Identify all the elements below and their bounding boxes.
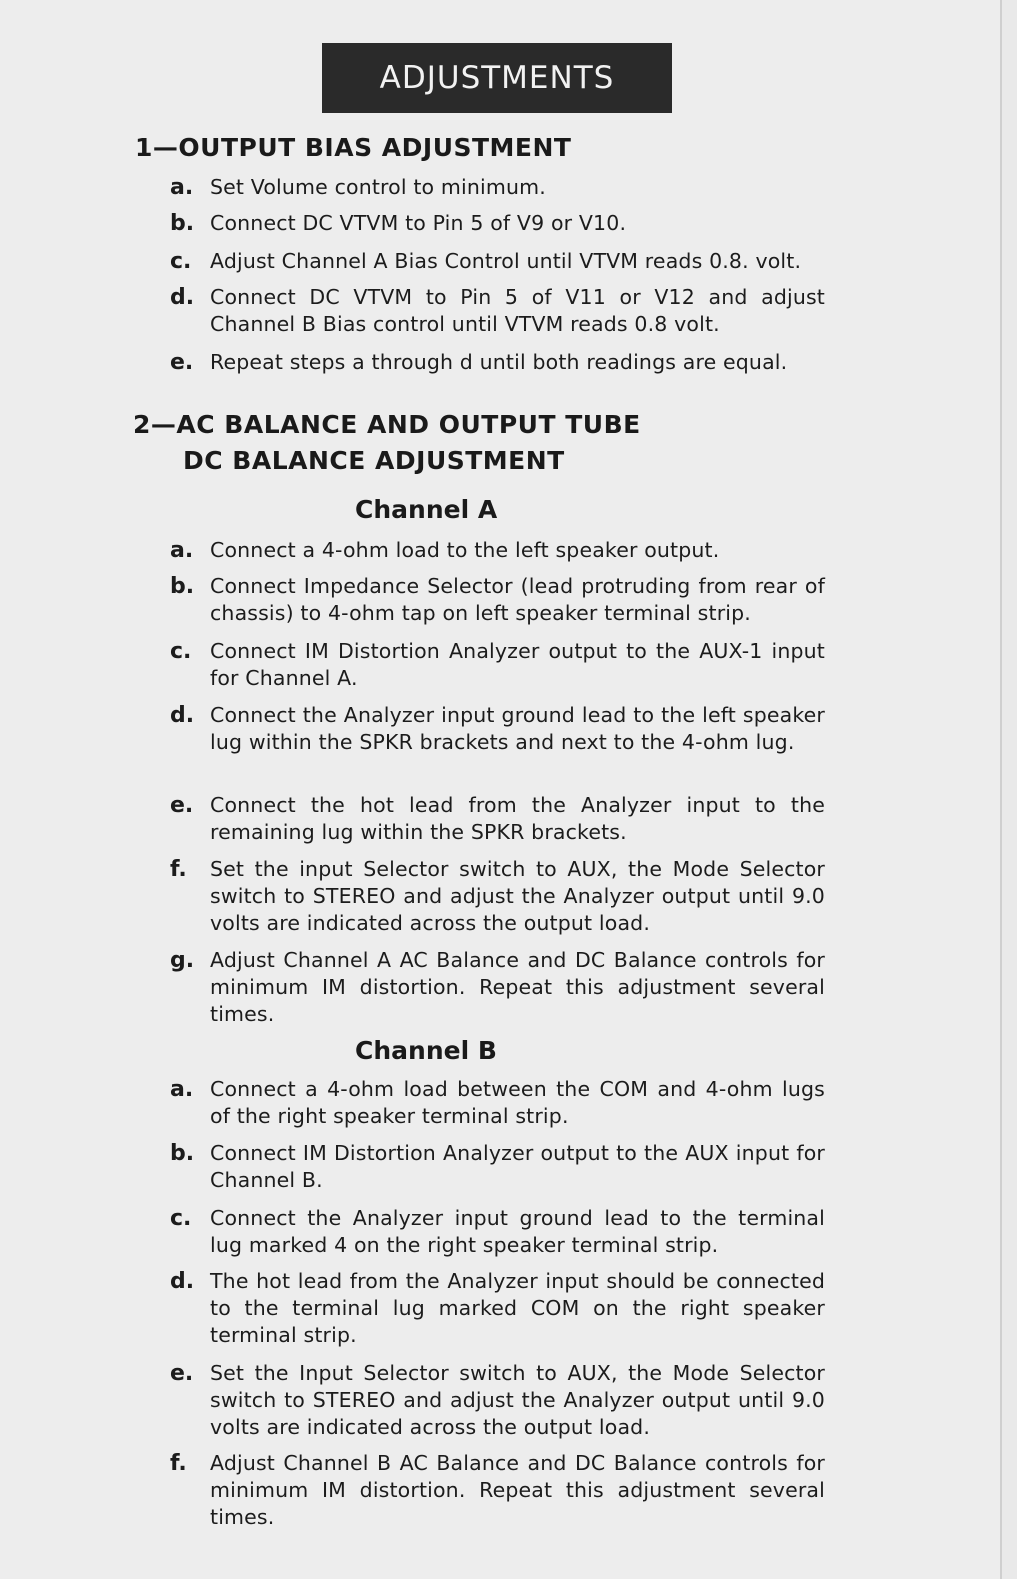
step-letter: b. (170, 574, 195, 599)
channel-a-step-b (170, 573, 825, 627)
step-letter: e. (170, 793, 194, 818)
channel-a-step-a (170, 537, 825, 564)
page-title-banner (322, 43, 672, 113)
section-1-step-c (170, 248, 825, 275)
step-text: Repeat steps a through d until both readings are equal. (210, 350, 788, 374)
section-2-heading-line-2: DC BALANCE ADJUSTMENT (183, 446, 565, 475)
step-letter: d. (170, 1269, 195, 1294)
step-letter: c. (170, 1206, 192, 1231)
step-letter: f. (170, 1451, 187, 1476)
channel-b-step-c (170, 1205, 825, 1259)
step-letter: g. (170, 948, 195, 973)
page-title: ADJUSTMENTS (379, 60, 615, 96)
step-text: Adjust Channel A AC Balance and DC Balance controls for minimum IM distortion. Repeat this adjustment several times. (210, 948, 825, 1026)
channel-b-step-b (170, 1140, 825, 1194)
step-text: Set the input Selector switch to AUX, the Mode Selector switch to STEREO and adjust the Analyzer output until 9.0 volts are indicated across the output load. (210, 857, 825, 935)
step-text: Set the Input Selector switch to AUX, the Mode Selector switch to STEREO and adjust the Analyzer output until 9.0 volts are indicated across the output load. (210, 1361, 825, 1439)
step-text: Connect the Analyzer input ground lead to the terminal lug marked 4 on the right speaker terminal strip. (210, 1206, 825, 1257)
step-text: Connect the hot lead from the Analyzer input to the remaining lug within the SPKR brackets. (210, 793, 825, 844)
step-letter: a. (170, 1077, 194, 1102)
step-letter: a. (170, 538, 194, 563)
step-letter: d. (170, 703, 195, 728)
step-text: Connect a 4-ohm load between the COM and 4-ohm lugs of the right speaker terminal strip. (210, 1077, 825, 1128)
step-text: The hot lead from the Analyzer input should be connected to the terminal lug marked COM on the right speaker terminal strip. (210, 1269, 825, 1347)
channel-a-step-c (170, 638, 825, 692)
step-text: Set Volume control to minimum. (210, 175, 546, 199)
step-letter: e. (170, 350, 194, 375)
channel-a-step-d (170, 702, 825, 756)
step-text: Adjust Channel B AC Balance and DC Balance controls for minimum IM distortion. Repeat this adjustment several times. (210, 1451, 825, 1529)
step-text: Adjust Channel A Bias Control until VTVM reads 0.8. volt. (210, 249, 802, 273)
step-text: Connect a 4-ohm load to the left speaker output. (210, 538, 720, 562)
channel-b-heading: Channel B (355, 1036, 497, 1065)
step-text: Connect DC VTVM to Pin 5 of V9 or V10. (210, 211, 627, 235)
step-text: Connect IM Distortion Analyzer output to the AUX-1 input for Channel A. (210, 639, 825, 690)
step-letter: d. (170, 285, 195, 310)
channel-b-step-f (170, 1450, 825, 1531)
section-1-step-e (170, 349, 825, 376)
channel-b-step-d (170, 1268, 825, 1349)
step-letter: f. (170, 857, 187, 882)
channel-a-step-f (170, 856, 825, 937)
step-letter: c. (170, 639, 192, 664)
channel-a-step-e (170, 792, 825, 846)
step-letter: b. (170, 1141, 195, 1166)
section-1-step-a (170, 174, 825, 201)
step-text: Connect the Analyzer input ground lead to the left speaker lug within the SPKR brackets and next to the 4-ohm lug. (210, 703, 825, 754)
step-text: Connect IM Distortion Analyzer output to the AUX input for Channel B. (210, 1141, 825, 1192)
section-1-step-b (170, 210, 825, 237)
step-letter: b. (170, 211, 195, 236)
channel-a-heading: Channel A (355, 495, 498, 524)
channel-b-step-e (170, 1360, 825, 1441)
channel-a-step-g (170, 947, 825, 1028)
step-letter: e. (170, 1361, 194, 1386)
section-1-heading: 1—OUTPUT BIAS ADJUSTMENT (135, 133, 572, 162)
step-letter: c. (170, 249, 192, 274)
section-2-heading-line-1: 2—AC BALANCE AND OUTPUT TUBE (133, 410, 641, 439)
step-letter: a. (170, 175, 194, 200)
section-1-step-d (170, 284, 825, 338)
step-text: Connect Impedance Selector (lead protruding from rear of chassis) to 4-ohm tap on left speaker terminal strip. (210, 574, 825, 625)
step-text: Connect DC VTVM to Pin 5 of V11 or V12 and adjust Channel B Bias control until VTVM reads 0.8 volt. (210, 285, 825, 336)
channel-b-step-a (170, 1076, 825, 1130)
